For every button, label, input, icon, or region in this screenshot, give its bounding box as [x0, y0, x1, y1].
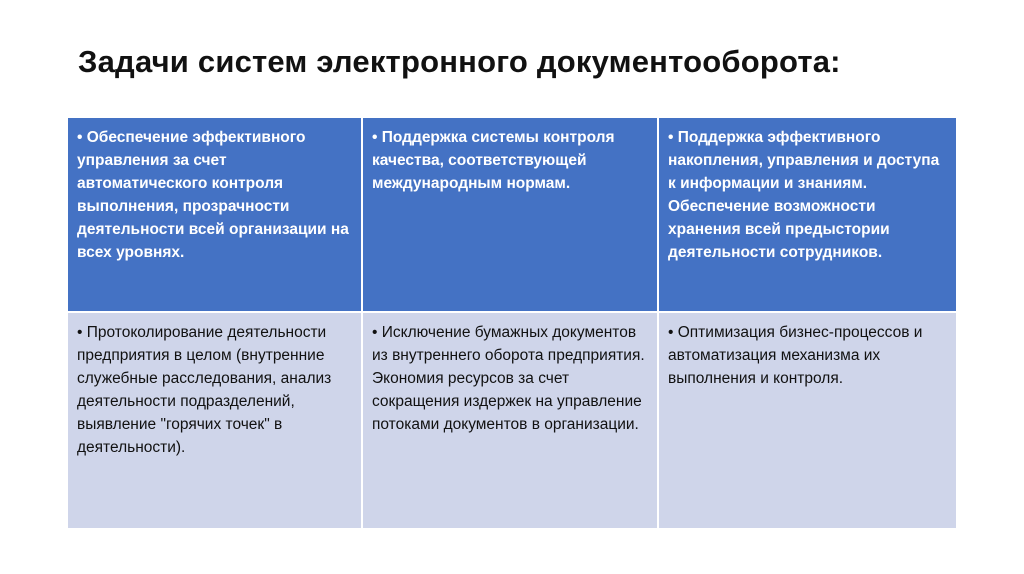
- slide-title: Задачи систем электронного документооборота:: [78, 44, 841, 79]
- table-cell-r2-c3: • Оптимизация бизнес-процессов и автоматизация механизма их выполнения и контроля.: [659, 311, 956, 528]
- table-cell-r2-c1: • Протоколирование деятельности предприятия в целом (внутренние служебные расследования, анализ деятельности подразделений, выявление "горячих точек" в деятельности).: [68, 311, 363, 528]
- table-cell-r2-c2: • Исключение бумажных документов из внутреннего оборота предприятия. Экономия ресурсов за счет сокращения издержек на управление потоками документов в организации.: [363, 311, 659, 528]
- table-cell-r1-c1: • Обеспечение эффективного управления за счет автоматического контроля выполнения, прозрачности деятельности всей организации на всех уровнях.: [68, 118, 363, 311]
- table-cell-r1-c3: • Поддержка эффективного накопления, управления и доступа к информации и знаниям. Обеспечение возможности хранения всей предыстории деятельности сотрудников.: [659, 118, 956, 311]
- table-cell-r1-c2: • Поддержка системы контроля качества, соответствующей международным нормам.: [363, 118, 659, 311]
- tasks-table: [68, 118, 956, 528]
